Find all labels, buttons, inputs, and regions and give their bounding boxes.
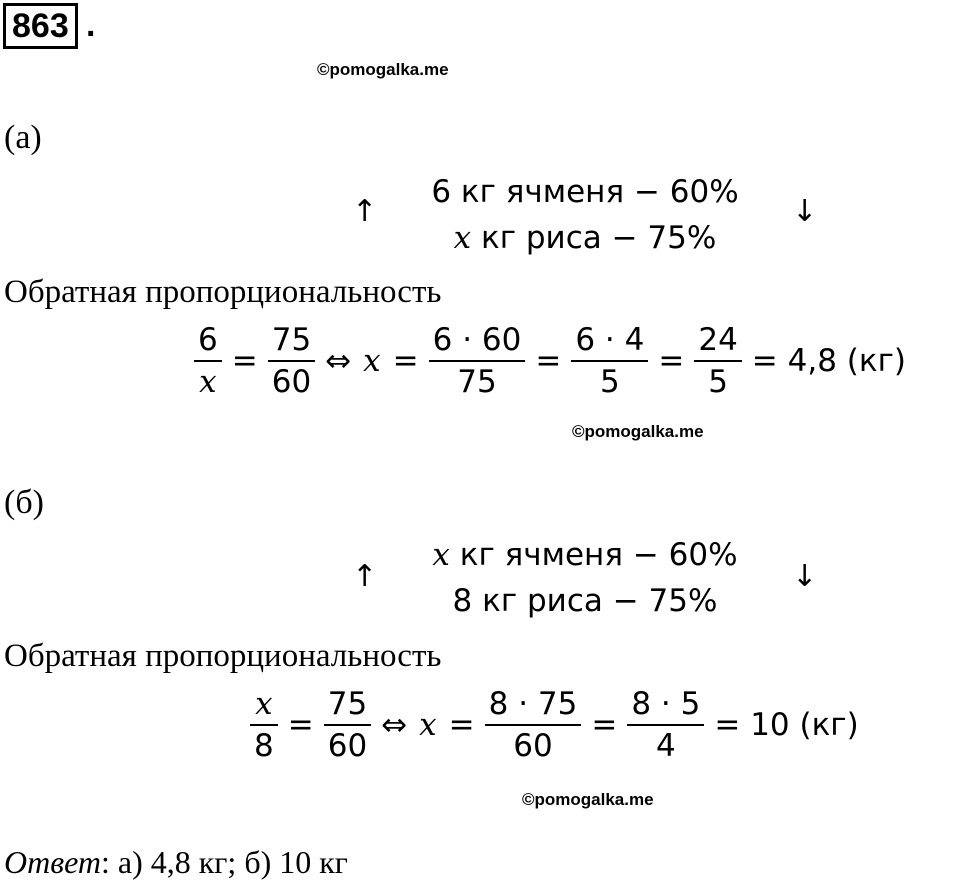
denominator: 60 (324, 724, 371, 764)
numerator: 75 (271, 322, 312, 358)
part-b-heading: Обратная пропорциональность (4, 638, 442, 674)
part-a-equation (190, 322, 912, 400)
fraction (485, 686, 582, 764)
equals-sign: = (392, 343, 419, 379)
part-a-condition-line2 (390, 218, 780, 258)
denominator: 8 (250, 724, 278, 764)
denominator: 60 (485, 724, 582, 764)
denominator: 4 (627, 724, 704, 764)
fraction (324, 686, 371, 764)
denominator: x (194, 360, 222, 400)
part-b-condition-line2-text: 8 кг риса − 75% (452, 583, 718, 619)
numerator: 6 · 60 (432, 322, 522, 358)
answer (4, 842, 348, 882)
watermark: ©pomogalka.me (317, 60, 449, 79)
numerator: 75 (327, 686, 368, 722)
part-b-condition-line1-text: кг ячменя − 60% (449, 537, 738, 573)
denominator: 5 (571, 360, 648, 400)
equals-sign: = (287, 707, 314, 743)
variable-x: x (363, 343, 381, 379)
part-a-condition-line1-text: 6 кг ячменя − 60% (431, 174, 739, 210)
result: = 4,8 (кг) (751, 343, 906, 379)
equals-sign: = (658, 343, 685, 379)
arrow-down-icon: ↓ (792, 194, 818, 229)
answer-label: Ответ (4, 844, 101, 880)
arrow-up-icon: ↑ (352, 559, 378, 594)
fraction (250, 686, 278, 764)
equals-sign: = (535, 343, 562, 379)
part-a-condition-line1 (390, 172, 780, 212)
equals-sign: = (591, 707, 618, 743)
numerator: x (255, 686, 273, 722)
denominator: 5 (694, 360, 741, 400)
watermark: ©pomogalka.me (572, 422, 704, 441)
answer-text: : а) 4,8 кг; б) 10 кг (101, 844, 348, 880)
arrow-down-icon: ↓ (792, 559, 818, 594)
denominator: 75 (429, 360, 526, 400)
part-b-condition-line1 (390, 535, 780, 575)
part-a-heading: Обратная пропорциональность (4, 274, 442, 310)
denominator: 60 (268, 360, 315, 400)
numerator: 8 · 75 (488, 686, 578, 722)
problem-number (3, 3, 78, 49)
result: = 10 (кг) (714, 707, 859, 743)
part-a-condition-line2-text: кг риса − 75% (471, 220, 717, 256)
fraction (268, 322, 315, 400)
numerator: 6 · 4 (575, 322, 645, 358)
watermark: ©pomogalka.me (522, 790, 654, 809)
fraction (194, 322, 222, 400)
numerator: 24 (698, 322, 738, 358)
numerator: 6 (198, 322, 218, 358)
arrow-up-icon: ↑ (352, 194, 378, 229)
part-b-condition-line2 (390, 581, 780, 621)
equals-sign: = (448, 707, 475, 743)
part-b-label: (б) (4, 484, 44, 521)
fraction (694, 322, 741, 400)
equivalence-sign: ⇔ (325, 343, 352, 379)
numerator: 8 · 5 (631, 686, 701, 722)
fraction (627, 686, 704, 764)
part-b-equation (246, 686, 865, 764)
problem-number-dot: . (86, 6, 96, 44)
fraction (571, 322, 648, 400)
equals-sign: = (231, 343, 258, 379)
variable-x: x (453, 220, 472, 256)
equivalence-sign: ⇔ (381, 707, 408, 743)
problem-number-text: 863 (12, 7, 69, 45)
part-a-label: (а) (4, 119, 42, 156)
variable-x: x (419, 707, 437, 743)
fraction (429, 322, 526, 400)
variable-x: x (432, 537, 450, 573)
